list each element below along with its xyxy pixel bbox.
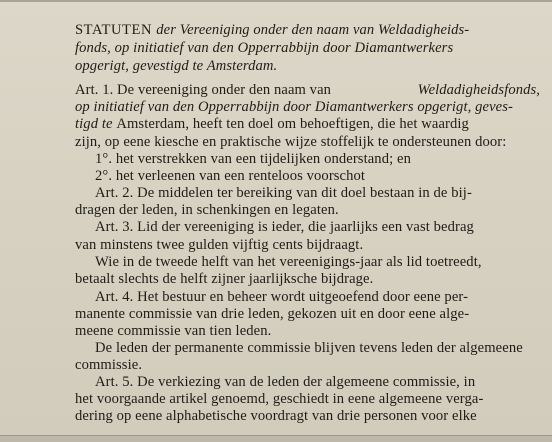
body-line-9: [95, 218, 474, 236]
body-line-8: [75, 201, 339, 219]
body-line-5: [95, 150, 411, 168]
body-line-7: [95, 184, 472, 202]
heading-italic: der Vereeniging onder den naam van Weldadigheids-: [156, 22, 470, 38]
body-text: van minstens twee gulden vijftig cents bijdraagt.: [75, 237, 364, 253]
heading-line-2: [75, 39, 453, 57]
body-line-20: [75, 407, 477, 425]
body-text: Art. 2. De middelen ter bereiking van dit doel bestaan in de bij-: [95, 185, 472, 201]
body-line-15: [75, 322, 271, 340]
body-line-19: [75, 390, 483, 408]
body-line-16: [95, 339, 523, 357]
heading-line-1: [75, 21, 540, 39]
heading-line-3: [75, 57, 277, 75]
body-text: meene commissie van tien leden.: [75, 323, 272, 339]
body-text: Wie in de tweede helft van het vereenigings-jaar als lid toetreedt,: [95, 254, 482, 270]
body-italic: op initiatief van den Opperrabbijn door Diamantwerkers opgerigt, geves-: [75, 99, 513, 115]
body-line-10: [75, 236, 363, 254]
body-text: Amsterdam, heeft ten doel om behoeftigen, die het waardig: [116, 116, 469, 132]
body-text: De leden der permanente commissie blijven tevens leden der algemeene: [95, 340, 523, 356]
body-text: commissie.: [75, 357, 143, 373]
body-text: Art. 3. Lid der vereeniging is ieder, die jaarlijks een vast bedrag: [95, 219, 474, 235]
body-line-17: [75, 356, 142, 374]
body-text: 2°. het verleenen van een renteloos voorschot: [95, 168, 366, 184]
body-line-1: [75, 81, 540, 99]
body-line-18: [95, 373, 475, 391]
heading-title: STATUTEN: [75, 22, 157, 38]
body-line-6: [95, 167, 365, 185]
body-italic: tigd te: [75, 116, 117, 132]
heading-italic: opgerigt, gevestigd te Amsterdam.: [75, 58, 278, 74]
art1-italic: Weldadigheidsfonds,: [417, 82, 540, 98]
body-text: betaalt slechts de helft zijner jaarlijksche bijdrage.: [75, 271, 374, 287]
body-text: Art. 5. De verkiezing van de leden der algemeene commissie, in: [95, 374, 476, 390]
body-line-13: [95, 288, 468, 306]
bottom-rule: [0, 435, 552, 442]
top-rule: [0, 0, 552, 2]
body-line-14: [75, 305, 469, 323]
heading-italic: fonds, op initiatief van den Opperrabbijn door Diamantwerkers: [75, 40, 454, 56]
body-text: manente commissie van drie leden, gekozen uit en door eene alge-: [75, 306, 470, 322]
art1-text: Art. 1. De vereeniging onder den naam van: [75, 82, 332, 98]
body-text: Art. 4. Het bestuur en beheer wordt uitgeoefend door eene per-: [95, 289, 469, 305]
body-text: het voorgaande artikel genoemd, geschiedt in eene algemeene verga-: [75, 391, 484, 407]
body-line-12: [75, 270, 373, 288]
body-line-2: [75, 98, 513, 116]
body-text: zijn, op eene kiesche en praktische wijze stoffelijk te ondersteunen door:: [75, 134, 507, 150]
body-text: dering op eene alphabetische voordragt van drie personen voor elke: [75, 408, 477, 424]
body-line-11: [95, 253, 482, 271]
body-text: 1°. het verstrekken van een tijdelijken onderstand; en: [95, 151, 411, 167]
body-text: dragen der leden, in schenkingen en legaten.: [75, 202, 339, 218]
body-line-4: [75, 133, 506, 151]
body-line-3: [75, 115, 469, 133]
